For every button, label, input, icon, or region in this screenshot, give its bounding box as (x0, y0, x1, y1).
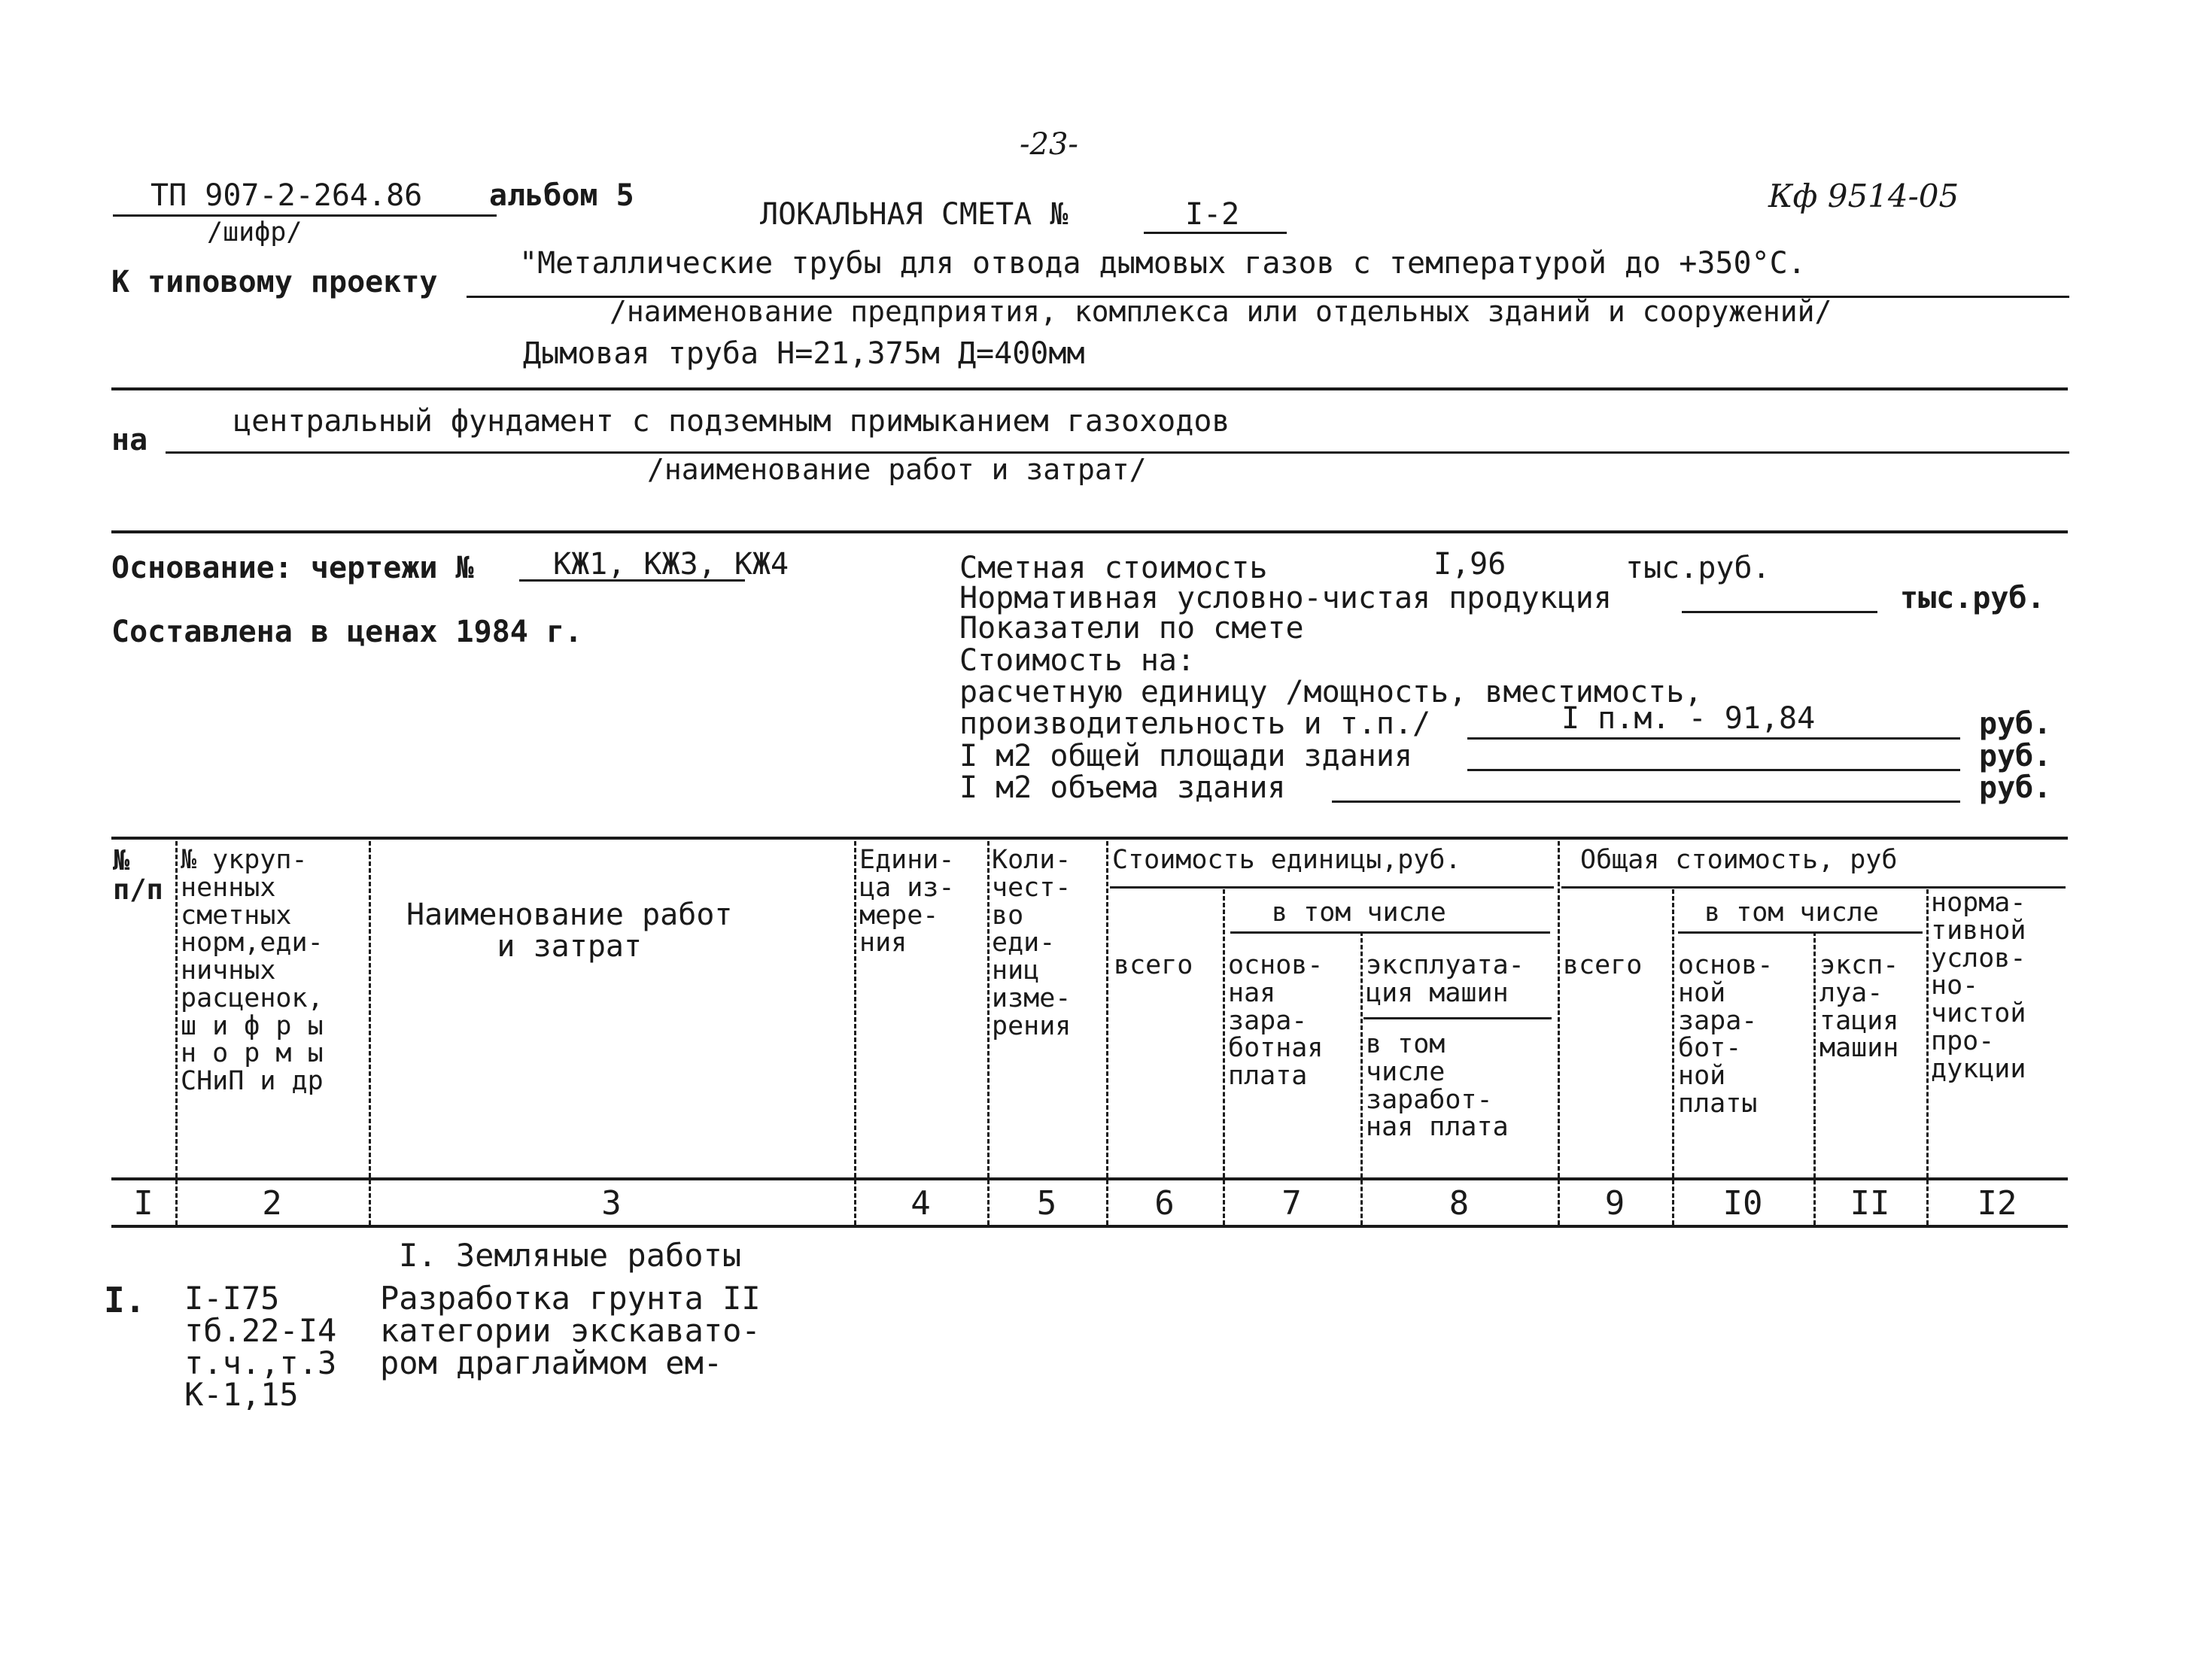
col-divider-2 (369, 841, 371, 1225)
basis-label: Основание: чертежи № (111, 551, 474, 585)
incl2-underline (1678, 931, 1923, 934)
header-incl-1: в том числе (1272, 898, 1446, 928)
area-rub: руб. (1979, 739, 2052, 773)
project-name: "Металлические трубы для отвода дымовых газов с температурой до +350°C. (519, 246, 1806, 281)
estimate-number-underline (1144, 232, 1287, 234)
col-divider-3 (854, 841, 856, 1225)
colnum-8: 8 (1449, 1184, 1470, 1223)
header-work-name: Наименование работ и затрат (406, 898, 733, 964)
cost-label: Сметная стоимость (959, 551, 1268, 585)
colnum-10: I0 (1722, 1184, 1763, 1223)
normative-label: Нормативная условно-чистая продукция (959, 581, 1612, 615)
colnum-1: I (133, 1184, 154, 1223)
cost-unit: тыс.руб. (1625, 551, 1771, 585)
col-divider-5 (1106, 841, 1108, 1225)
col-divider-1 (175, 841, 178, 1225)
unit-value: I п.м. - 91,84 (1561, 701, 1816, 736)
table-top-border (111, 837, 2068, 840)
header-total-machines: эксп- луа- тация машин (1819, 950, 1899, 1064)
project-code: ТП 907-2-264.86 (150, 178, 423, 213)
archive-stamp: Кф 9514-05 (1768, 178, 1959, 214)
column-numbers-top-border (111, 1177, 2068, 1180)
works-name: центральный фундамент с подземным примыканием газоходов (233, 404, 1230, 439)
volume-rub: руб. (1979, 770, 2052, 805)
col-divider-11 (1926, 889, 1929, 1225)
indicators-label: Показатели по смете (959, 611, 1304, 646)
header-total-cost: Общая стоимость, руб (1580, 845, 1898, 875)
unit-line-2: производительность и т.п./ (959, 706, 1431, 741)
header-unit: Едини- ца из- мере- ния (859, 845, 955, 958)
colnum-6: 6 (1154, 1184, 1175, 1223)
works-label: на (111, 423, 148, 457)
unit-rub: руб. (1979, 706, 2052, 741)
header-machine-operation: эксплуата- ция машин (1366, 950, 1525, 1008)
cost-per-label: Стоимость на: (959, 643, 1196, 678)
volume-blank (1332, 801, 1960, 803)
normative-unit: тыс.руб. (1900, 581, 2045, 615)
colnum-5: 5 (1036, 1184, 1057, 1223)
col-divider-9 (1672, 889, 1674, 1225)
unit-line-1: расчетную единицу /мощность, вместимость, (959, 675, 1703, 709)
basis-drawings: КЖ1, КЖ3, КЖ4 (553, 547, 789, 582)
cost-value: I,96 (1433, 547, 1506, 582)
colnum-12: I2 (1977, 1184, 2017, 1223)
cipher-caption: /шифр/ (207, 217, 302, 248)
page-number: -23- (1020, 127, 1078, 162)
colnum-4: 4 (910, 1184, 931, 1223)
normative-blank (1682, 611, 1877, 613)
col-divider-8 (1558, 841, 1560, 1225)
unit-value-underline (1467, 737, 1960, 740)
col-divider-10 (1813, 931, 1816, 1225)
header-incl-2: в том числе (1704, 898, 1879, 928)
col-divider-7 (1360, 931, 1363, 1225)
header-row-number: № п/п (113, 844, 163, 906)
header-machine-wages: в том числе заработ- ная плата (1366, 1029, 1509, 1143)
divider-1 (111, 387, 2068, 390)
project-label: К типовому проекту (111, 265, 438, 299)
prices-note: Составлена в ценах 1984 г. (111, 615, 583, 649)
header-total-wages: основ- ной зара- бот- ной платы (1678, 950, 1774, 1119)
header-norm-code: № укруп- ненных сметных норм,еди- ничных расценок, ш и ф р ы н о р м ы СНиП и др (181, 845, 324, 1096)
basis-drawings-underline (519, 579, 745, 582)
album-label: альбом 5 (489, 178, 634, 213)
c8-split-line (1363, 1017, 1552, 1019)
colnum-3: 3 (601, 1184, 622, 1223)
header-normative-product: норма- тивной услов- но- чистой про- дукции (1931, 888, 2026, 1084)
header-quantity: Коли- чест- во еди- ниц изме- рения (992, 845, 1072, 1041)
project-object: Дымовая труба Н=21,375м Д=400мм (523, 336, 1085, 371)
volume-label: I м2 объема здания (959, 770, 1286, 805)
table-row-name: Разработка грунта II категории экскавато- ром драглаймом ем- (380, 1280, 761, 1381)
project-caption: /наименование предприятия, комплекса или отдельных зданий и сооружений/ (610, 295, 1832, 328)
header-unit-cost: Стоимость единицы,руб. (1112, 845, 1461, 875)
table-row-number: I. (104, 1280, 146, 1320)
col-divider-6 (1223, 889, 1225, 1225)
header-unit-wages: основ- ная зара- ботная плата (1228, 950, 1324, 1091)
incl1-underline (1230, 931, 1550, 934)
area-label: I м2 общей площади здания (959, 739, 1413, 773)
colnum-11: II (1850, 1184, 1890, 1223)
area-blank (1467, 769, 1960, 771)
colnum-7: 7 (1281, 1184, 1302, 1223)
works-caption: /наименование работ и затрат/ (647, 453, 1147, 486)
unit-cost-underline (1110, 886, 1554, 889)
estimate-title: ЛОКАЛЬНАЯ СМЕТА № (760, 197, 1069, 232)
col-divider-4 (987, 841, 990, 1225)
header-total-total: всего (1563, 950, 1643, 980)
project-code-underline (113, 214, 497, 217)
divider-2 (111, 530, 2068, 533)
colnum-2: 2 (262, 1184, 282, 1223)
table-row-code: I-I75 тб.22-I4 т.ч.,т.3 К-1,15 (184, 1280, 337, 1414)
column-numbers-bottom-border (111, 1225, 2068, 1228)
estimate-number: I-2 (1185, 197, 1240, 232)
header-unit-total: всего (1114, 950, 1193, 980)
colnum-9: 9 (1604, 1184, 1625, 1223)
section-title: I. Земляные работы (399, 1237, 742, 1274)
